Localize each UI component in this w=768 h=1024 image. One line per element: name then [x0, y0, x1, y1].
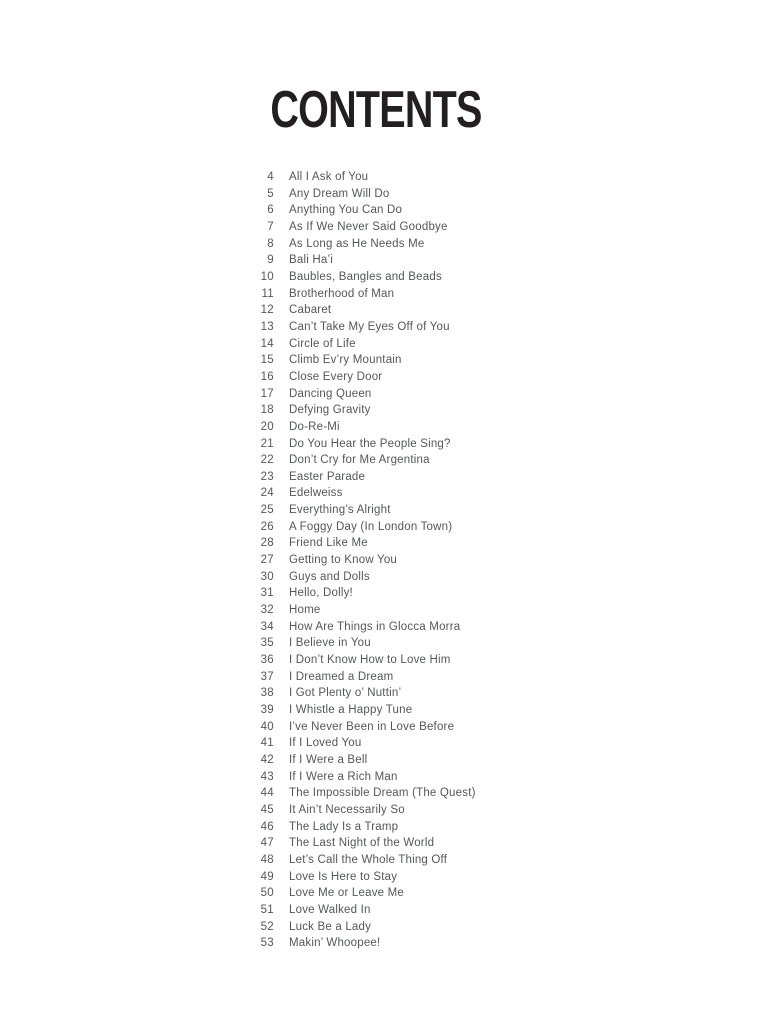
toc-song-title: Do-Re-Mi	[289, 420, 340, 433]
toc-entry	[250, 336, 476, 353]
toc-entry	[250, 652, 476, 669]
toc-entry	[250, 286, 476, 303]
toc-page-number: 23	[260, 470, 274, 483]
toc-entry	[250, 902, 476, 919]
toc-song-title: Easter Parade	[289, 470, 366, 483]
toc-page-number: 15	[260, 354, 274, 367]
toc-song-title: I Got Plenty o’ Nuttin’	[289, 687, 402, 700]
toc-song-title: As Long as He Needs Me	[289, 237, 425, 250]
toc-page-number: 24	[260, 487, 274, 500]
toc-page-number: 31	[260, 587, 274, 600]
toc-page-number: 20	[260, 420, 274, 433]
toc-page-number: 32	[260, 604, 274, 617]
toc-entry	[250, 302, 476, 319]
toc-page-number: 48	[260, 853, 274, 866]
toc-song-title: Defying Gravity	[289, 404, 371, 417]
toc-page-number: 25	[260, 504, 274, 517]
toc-song-title: Friend Like Me	[289, 537, 368, 550]
toc-page-number: 35	[260, 637, 274, 650]
toc-entry	[250, 519, 476, 536]
toc-entry	[250, 769, 476, 786]
toc-song-title: Baubles, Bangles and Beads	[289, 270, 442, 283]
toc-page-number: 12	[260, 304, 274, 317]
toc-entry	[250, 719, 476, 736]
toc-entry	[250, 502, 476, 519]
toc-song-title: How Are Things in Glocca Morra	[289, 620, 461, 633]
toc-entry	[250, 485, 476, 502]
toc-page-number: 21	[260, 437, 274, 450]
toc-entry	[250, 219, 476, 236]
toc-song-title: I Dreamed a Dream	[289, 670, 394, 683]
toc-entry	[250, 202, 476, 219]
toc-page-number: 8	[267, 237, 274, 250]
toc-song-title: Do You Hear the People Sing?	[289, 437, 451, 450]
toc-page-number: 46	[260, 820, 274, 833]
toc-song-title: If I Loved You	[289, 737, 362, 750]
toc-entry	[250, 869, 476, 886]
toc-page-number: 34	[260, 620, 274, 633]
toc-song-title: Home	[289, 604, 321, 617]
toc-entry	[250, 835, 476, 852]
toc-entry	[250, 552, 476, 569]
toc-entry	[250, 852, 476, 869]
toc-page-number: 43	[260, 770, 274, 783]
toc-song-title: Anything You Can Do	[289, 204, 403, 217]
toc-song-title: Any Dream Will Do	[289, 187, 390, 200]
toc-entry	[250, 469, 476, 486]
toc-page-number: 26	[260, 520, 274, 533]
toc-page-number: 4	[267, 171, 274, 183]
toc-entry	[250, 236, 476, 253]
toc-song-title: Getting to Know You	[289, 554, 398, 567]
toc-entry	[250, 819, 476, 836]
toc-song-title: Love Walked In	[289, 903, 371, 916]
toc-song-title: Bali Ha’i	[289, 254, 333, 267]
toc-song-title: Circle of Life	[289, 337, 356, 350]
toc-song-title: I Believe in You	[289, 637, 371, 650]
toc-page-number: 6	[267, 204, 274, 217]
toc-song-title: The Last Night of the World	[289, 837, 435, 850]
toc-entry	[250, 685, 476, 702]
toc-entry	[250, 669, 476, 686]
toc-song-title: A Foggy Day (In London Town)	[289, 520, 453, 533]
toc-page-number: 37	[260, 670, 274, 683]
toc-page-number: 17	[260, 387, 274, 400]
toc-page-number: 52	[260, 920, 274, 933]
toc-entry	[250, 352, 476, 369]
toc-entry	[250, 619, 476, 636]
toc-page-number: 10	[260, 270, 274, 283]
toc-page-number: 13	[260, 320, 274, 333]
toc-page-number: 51	[260, 903, 274, 916]
toc-page-number: 38	[260, 687, 274, 700]
toc-entry	[250, 369, 476, 386]
toc-page-number: 14	[260, 337, 274, 350]
toc-page-number: 9	[267, 254, 274, 267]
toc-song-title: Dancing Queen	[289, 387, 372, 400]
toc-song-title: Makin’ Whoopee!	[289, 937, 381, 950]
toc-song-title: The Lady Is a Tramp	[289, 820, 399, 833]
toc-song-title: Let’s Call the Whole Thing Off	[289, 853, 448, 866]
toc-song-title: Climb Ev’ry Mountain	[289, 354, 402, 367]
toc-song-title: I’ve Never Been in Love Before	[289, 720, 455, 733]
toc-page-number: 40	[260, 720, 274, 733]
toc-song-title: If I Were a Bell	[289, 753, 368, 766]
toc-entry	[250, 419, 476, 436]
toc-entry	[250, 702, 476, 719]
toc-entry	[250, 635, 476, 652]
toc-entry	[250, 569, 476, 586]
toc-page-number: 50	[260, 887, 274, 900]
toc-song-title: Guys and Dolls	[289, 570, 370, 583]
toc-song-title: The Impossible Dream (The Quest)	[289, 787, 476, 800]
toc-entry	[250, 752, 476, 769]
toc-song-title: As If We Never Said Goodbye	[289, 220, 448, 233]
toc-page-number: 18	[260, 404, 274, 417]
toc-entry	[250, 935, 476, 952]
toc-page-number: 39	[260, 704, 274, 716]
page-title: CONTENTS	[270, 81, 482, 139]
toc-page-number: 49	[260, 870, 274, 883]
toc-page-number: 16	[260, 370, 274, 383]
toc-entry	[250, 535, 476, 552]
toc-page-number: 47	[260, 837, 274, 850]
toc-entry	[250, 402, 476, 419]
toc-page-number: 45	[260, 803, 274, 816]
toc-song-title: I Don’t Know How to Love Him	[289, 654, 451, 667]
toc-entry	[250, 386, 476, 403]
toc-song-title: All I Ask of You	[289, 171, 369, 183]
toc-entry	[250, 602, 476, 619]
toc-song-title: Brotherhood of Man	[289, 287, 395, 300]
toc-page-number: 5	[267, 187, 274, 200]
toc-song-title: I Whistle a Happy Tune	[289, 704, 413, 716]
toc-page-number: 22	[260, 454, 274, 467]
toc-page-number: 36	[260, 654, 274, 667]
toc-song-title: It Ain’t Necessarily So	[289, 803, 405, 816]
toc-song-title: Can’t Take My Eyes Off of You	[289, 320, 450, 333]
toc-page-number: 7	[267, 220, 274, 233]
toc-entry	[250, 585, 476, 602]
toc-song-title: Close Every Door	[289, 370, 383, 383]
toc-entry	[250, 436, 476, 453]
toc-song-title: Hello, Dolly!	[289, 587, 353, 600]
toc-song-title: Luck Be a Lady	[289, 920, 372, 933]
toc-song-title: Cabaret	[289, 304, 332, 317]
toc-page-number: 41	[260, 737, 274, 750]
toc-page-number: 27	[260, 554, 274, 567]
toc-entry	[250, 169, 476, 186]
toc-song-title: If I Were a Rich Man	[289, 770, 398, 783]
toc-page-number: 42	[260, 753, 274, 766]
toc-song-title: Edelweiss	[289, 487, 343, 500]
toc-entry	[250, 319, 476, 336]
toc-song-title: Love Me or Leave Me	[289, 887, 405, 900]
toc-page-number: 11	[261, 287, 274, 300]
toc-page-number: 53	[260, 937, 274, 950]
toc-page-number: 30	[260, 570, 274, 583]
toc-entry	[250, 785, 476, 802]
toc-entry	[250, 186, 476, 203]
toc-entry	[250, 269, 476, 286]
toc-page-number: 44	[260, 787, 274, 800]
toc-entry	[250, 735, 476, 752]
toc-entry	[250, 802, 476, 819]
page-title-wrap	[0, 81, 768, 139]
toc-entry	[250, 919, 476, 936]
toc-song-title: Everything’s Alright	[289, 504, 391, 517]
toc-entry	[250, 252, 476, 269]
toc-song-title: Don’t Cry for Me Argentina	[289, 454, 430, 467]
toc-entry	[250, 885, 476, 902]
toc-page-number: 28	[260, 537, 274, 550]
toc-entry	[250, 452, 476, 469]
toc-song-title: Love Is Here to Stay	[289, 870, 398, 883]
toc-list	[250, 169, 476, 952]
